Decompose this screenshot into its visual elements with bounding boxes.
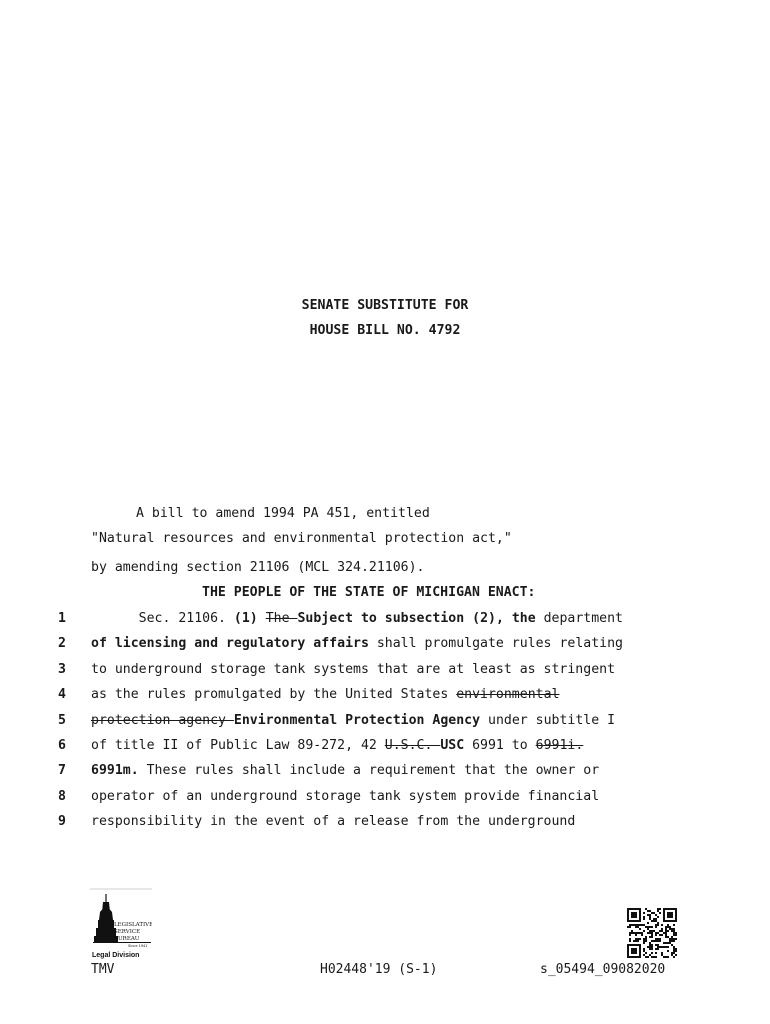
struck-text: environmental [456, 687, 560, 702]
line-number: 3 [58, 662, 66, 677]
svg-text:BUREAU: BUREAU [114, 936, 140, 942]
line-number: 7 [58, 763, 66, 778]
text-segment: department [535, 611, 623, 626]
text-segment: operator of an underground storage tank system provide financial [91, 789, 600, 804]
intro-line3: by amending section 21106 (MCL 324.21106). [91, 560, 425, 575]
inserted-text: of licensing and regulatory affairs [91, 636, 369, 651]
footer-document-id: s_05494_09082020 [540, 962, 666, 977]
svg-text:LEGISLATIVE: LEGISLATIVE [114, 922, 152, 928]
bill-text-line [91, 738, 583, 753]
bill-text-line [91, 814, 575, 829]
text-segment: to underground storage tank systems that are at least as stringent [91, 662, 616, 677]
text-segment: of title II of Public Law 89-272, 42 [91, 738, 385, 753]
text-segment: as the rules promulgated by the United States [91, 687, 457, 702]
text-segment: These rules shall include a requirement that the owner or [138, 763, 600, 778]
bill-text-line [91, 789, 599, 804]
inserted-text: Environmental Protection Agency [233, 713, 481, 728]
inserted-text: Subject to subsection (2), the [297, 611, 536, 626]
line-number: 4 [58, 687, 66, 702]
bill-text-line [91, 636, 623, 651]
enacting-clause: THE PEOPLE OF THE STATE OF MICHIGAN ENACT: [202, 585, 536, 600]
struck-text: 6991i. [535, 738, 584, 753]
inserted-text: USC [440, 738, 465, 753]
inserted-text: 6991m. [91, 763, 139, 778]
text-segment: shall promulgate rules relating [368, 636, 623, 651]
bill-text-line [91, 687, 559, 702]
struck-text: U.S.C. [384, 738, 441, 753]
intro-line2: "Natural resources and environmental protection act," [91, 531, 512, 546]
line-number: 5 [58, 713, 66, 728]
struck-text: The [265, 611, 298, 626]
inserted-text: (1) [233, 611, 266, 626]
bill-text-line [91, 713, 615, 728]
struck-text: protection agency [91, 713, 234, 728]
line-number: 1 [58, 611, 66, 626]
lsb-logo [90, 888, 152, 960]
bill-title-line1: SENATE SUBSTITUTE FOR [301, 298, 469, 313]
svg-text:Legal Division: Legal Division [92, 952, 140, 959]
capitol-dome-icon [90, 888, 152, 960]
line-number: 8 [58, 789, 66, 804]
qr-code-icon [627, 908, 677, 958]
bill-text-line [91, 763, 599, 778]
svg-text:Since 1941: Since 1941 [128, 944, 148, 948]
text-segment: Sec. 21106. [91, 611, 234, 626]
bill-text-line [91, 662, 615, 677]
bill-title-line2: HOUSE BILL NO. 4792 [309, 323, 461, 338]
text-segment: under subtitle I [480, 713, 616, 728]
bill-text-line [91, 611, 623, 626]
line-number: 2 [58, 636, 66, 651]
footer-drafter-initials: TMV [91, 962, 115, 977]
svg-text:SERVICE: SERVICE [114, 929, 141, 935]
text-segment: responsibility in the event of a release from the underground [91, 814, 576, 829]
line-number: 6 [58, 738, 66, 753]
text-segment: 6991 to [464, 738, 536, 753]
intro-line1: A bill to amend 1994 PA 451, entitled [136, 506, 430, 521]
line-number: 9 [58, 814, 66, 829]
footer-bill-code: H02448'19 (S-1) [320, 962, 438, 977]
